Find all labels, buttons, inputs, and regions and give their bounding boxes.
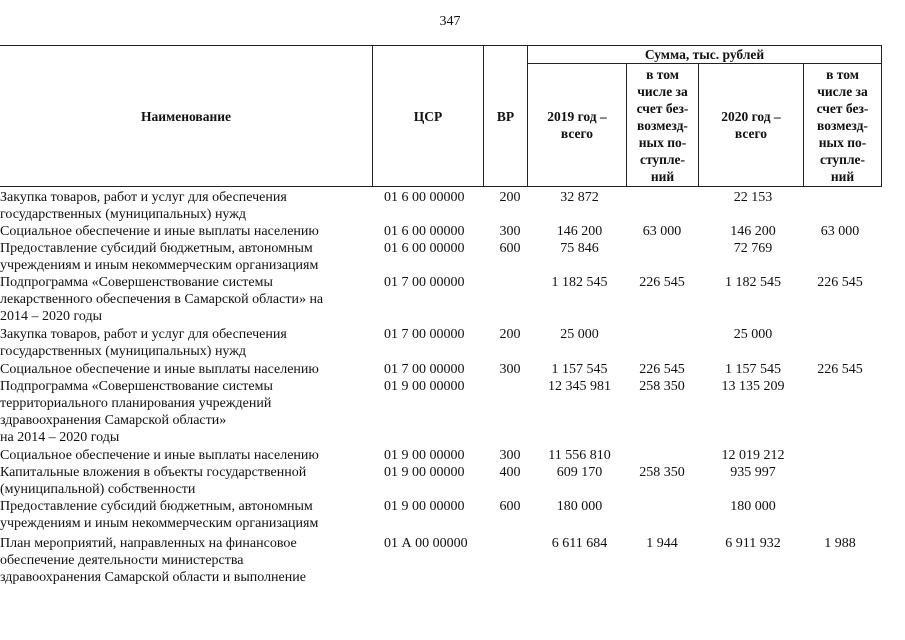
row-vr: 400 (499, 465, 521, 480)
header-name: Наименование (141, 108, 231, 124)
header-sum-group: Сумма, тыс. рублей (644, 47, 765, 62)
row-2019-incl: 258 350 (639, 465, 685, 480)
header-line: в том (826, 66, 859, 82)
row-csr: 01 А 00 00000 (384, 536, 468, 551)
row-csr: 01 6 00 00000 (384, 190, 465, 205)
row-name-line: лекарственного обеспечения в Самарской области» на (0, 292, 324, 307)
row-2019-incl: 258 350 (639, 379, 685, 394)
header-line: возмезд- (817, 117, 868, 133)
row-2020-incl: 226 545 (817, 362, 863, 377)
header-line: 2019 год – (547, 109, 607, 124)
row-csr: 01 7 00 00000 (384, 275, 465, 290)
header-line: счет без- (816, 100, 869, 116)
row-2019-incl: 226 545 (639, 275, 685, 290)
row-vr: 200 (499, 327, 521, 342)
row-2019-total: 32 872 (560, 190, 599, 205)
header-line: счет без- (636, 100, 689, 116)
row-vr: 200 (499, 190, 521, 205)
row-name (0, 378, 372, 446)
row-2019-incl: 226 545 (639, 362, 685, 377)
row-2020-total: 180 000 (730, 499, 776, 514)
row-csr: 01 7 00 00000 (384, 362, 465, 377)
row-name-line: здравоохранения Самарской области» (0, 413, 227, 428)
header-line: всего (560, 126, 594, 141)
row-2020-total: 25 000 (733, 327, 773, 342)
row-2019-total: 146 200 (556, 224, 603, 239)
row-csr: 01 6 00 00000 (384, 224, 465, 239)
header-line: числе за (817, 83, 868, 99)
row-2019-incl: 1 944 (646, 536, 678, 551)
row-csr: 01 9 00 00000 (384, 465, 465, 480)
row-name (0, 361, 372, 378)
row-2019-total: 12 345 981 (548, 379, 611, 394)
row-vr: 600 (499, 499, 521, 514)
row-2020-total: 146 200 (730, 224, 776, 239)
row-2019-total: 75 846 (560, 241, 599, 256)
row-2019-incl: 63 000 (642, 224, 682, 239)
row-csr: 01 9 00 00000 (384, 499, 465, 514)
row-2019-total: 609 170 (556, 465, 603, 480)
row-2019-total: 25 000 (560, 327, 599, 342)
row-name-line: Капитальные вложения в объекты государственной (0, 465, 307, 480)
row-name-line: здравоохранения Самарской области и выполнение (0, 570, 306, 585)
header-vr: ВР (496, 108, 515, 124)
row-name-line: (муниципальной) собственности (0, 482, 196, 497)
row-name-line: учреждениям и иным некоммерческим организациям (0, 258, 319, 273)
row-name (0, 223, 372, 240)
row-2020-total: 22 153 (733, 190, 773, 205)
row-2020-total: 1 182 545 (725, 275, 781, 290)
row-name (0, 535, 372, 586)
row-name-line: обеспечение деятельности министерства (0, 553, 244, 568)
table-header (0, 0, 905, 190)
header-2019-total (528, 64, 626, 186)
page-number: 347 (439, 14, 461, 29)
row-2020-total: 12 019 212 (721, 448, 785, 463)
row-2020-incl: 1 988 (824, 536, 856, 551)
row-name-line: План мероприятий, направленных на финансовое (0, 536, 297, 551)
header-line: числе за (637, 83, 688, 99)
header-line: всего (734, 126, 768, 141)
header-line: ступле- (639, 151, 686, 167)
row-name (0, 498, 372, 532)
row-2020-total: 6 911 932 (725, 536, 781, 551)
row-name (0, 189, 372, 223)
row-name-line: Социальное обеспечение и иные выплаты населению (0, 448, 319, 463)
header-line: ний (650, 168, 675, 184)
row-name-line: государственных (муниципальных) нужд (0, 344, 247, 359)
row-csr: 01 9 00 00000 (384, 448, 465, 463)
header-line: возмезд- (637, 117, 688, 133)
header-bottom-border (0, 186, 882, 187)
row-2020-incl: 63 000 (820, 224, 860, 239)
header-csr: ЦСР (413, 108, 443, 124)
row-vr: 300 (499, 448, 521, 463)
row-name (0, 447, 372, 464)
row-name-line: Социальное обеспечение и иные выплаты населению (0, 224, 319, 239)
row-name-line: Социальное обеспечение и иные выплаты населению (0, 362, 319, 377)
header-line: ний (830, 168, 855, 184)
row-name-line: Закупка товаров, работ и услуг для обеспечения (0, 327, 287, 342)
row-2020-total: 72 769 (733, 241, 773, 256)
header-line: 2020 год – (721, 109, 781, 124)
header-2020-total (699, 64, 803, 186)
row-2019-total: 11 556 810 (548, 448, 611, 463)
row-name (0, 326, 372, 360)
row-vr: 300 (499, 362, 521, 377)
row-name-line: Предоставление субсидий бюджетным, автономным (0, 499, 313, 514)
row-2020-total: 1 157 545 (725, 362, 781, 377)
row-name-line: государственных (муниципальных) нужд (0, 207, 247, 222)
row-name-line: на 2014 – 2020 годы (0, 430, 120, 445)
row-name-line: Подпрограмма «Совершенствование системы (0, 275, 273, 290)
row-vr: 300 (499, 224, 521, 239)
row-2019-total: 180 000 (556, 499, 603, 514)
header-2020-incl (804, 64, 881, 186)
row-name (0, 240, 372, 274)
row-name-line: территориального планирования учреждений (0, 396, 272, 411)
row-name-line: Закупка товаров, работ и услуг для обеспечения (0, 190, 287, 205)
row-csr: 01 6 00 00000 (384, 241, 465, 256)
header-line: ступле- (819, 151, 866, 167)
row-2020-total: 13 135 209 (721, 379, 785, 394)
row-vr: 600 (499, 241, 521, 256)
row-name-line: учреждениям и иным некоммерческим организациям (0, 516, 319, 531)
header-line: в том (646, 66, 679, 82)
header-2019-incl (627, 64, 698, 186)
row-name (0, 464, 372, 498)
row-2019-total: 6 611 684 (551, 536, 608, 551)
col-divider (881, 45, 882, 186)
row-name-line: Подпрограмма «Совершенствование системы (0, 379, 273, 394)
row-2019-total: 1 157 545 (551, 362, 608, 377)
row-name (0, 274, 372, 325)
row-name-line: Предоставление субсидий бюджетным, автономным (0, 241, 313, 256)
row-csr: 01 9 00 00000 (384, 379, 465, 394)
header-line: ных по- (818, 134, 867, 150)
header-line: ных по- (638, 134, 687, 150)
row-2020-total: 935 997 (730, 465, 776, 480)
row-name-line: 2014 – 2020 годы (0, 309, 103, 324)
row-csr: 01 7 00 00000 (384, 327, 465, 342)
row-2020-incl: 226 545 (817, 275, 863, 290)
row-2019-total: 1 182 545 (551, 275, 608, 290)
